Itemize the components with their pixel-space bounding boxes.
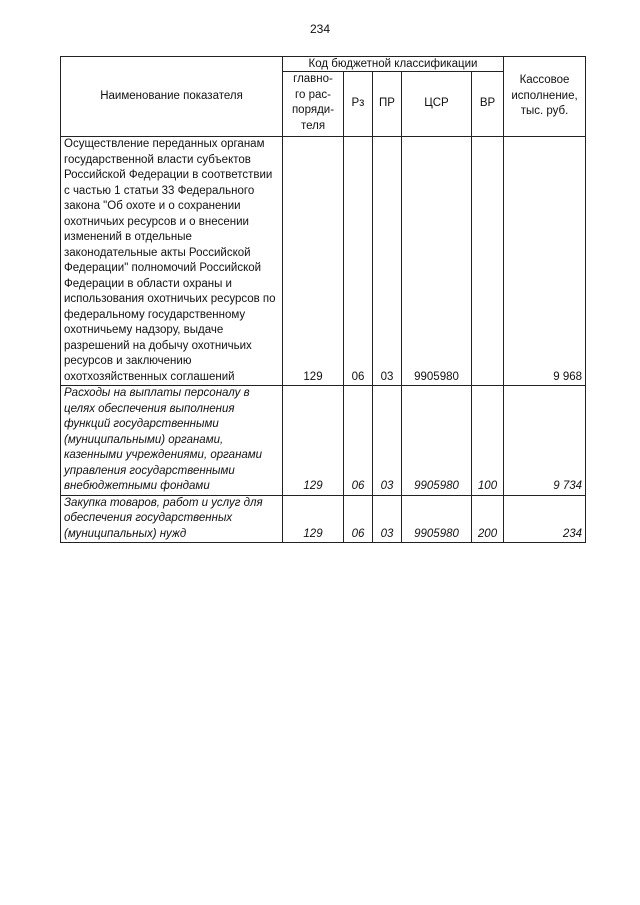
header-csr: ЦСР (402, 72, 472, 137)
header-cash: Кассовое исполнение, тыс. руб. (504, 57, 586, 137)
header-vr: ВР (472, 72, 504, 137)
row-csr: 9905980 (402, 386, 472, 496)
header-row-group (61, 57, 586, 72)
row-grbs: 129 (283, 386, 344, 496)
row-vr: 100 (472, 386, 504, 496)
row-pr: 03 (373, 386, 402, 496)
row-grbs: 129 (283, 137, 344, 386)
table-row (61, 386, 586, 496)
row-name: Расходы на выплаты персоналу в целях обеспечения выполнения функций государственными (муниципальными) органами, казенными учреждениями, органами управления государственными внебюджетными фондами (61, 386, 283, 496)
table-row (61, 495, 586, 543)
header-code-group: Код бюджетной классификации (283, 57, 504, 72)
budget-table (60, 56, 586, 543)
row-rz: 06 (344, 386, 373, 496)
row-csr: 9905980 (402, 137, 472, 386)
row-name: Закупка товаров, работ и услуг для обеспечения государственных (муниципальных) нужд (61, 495, 283, 543)
header-pr: ПР (373, 72, 402, 137)
row-rz: 06 (344, 495, 373, 543)
row-amount: 9 968 (504, 137, 586, 386)
row-amount: 234 (504, 495, 586, 543)
row-pr: 03 (373, 495, 402, 543)
header-name: Наименование показателя (61, 57, 283, 137)
header-rz: Рз (344, 72, 373, 137)
row-vr (472, 137, 504, 386)
row-vr: 200 (472, 495, 504, 543)
row-pr: 03 (373, 137, 402, 386)
row-grbs: 129 (283, 495, 344, 543)
row-name: Осуществление переданных органам государственной власти субъектов Российской Федерации в соответствии с частью 1 статьи 33 Федерального закона "Об охоте и о сохранении охотничьих ресурсов и о внесении изменений в отдельные законодательные акты Российской Федерации" полномочий Российской Федерации в области охраны и использования охотничьих ресурсов по федеральному государственному охотничьему надзору, выдаче разрешений на добычу охотничьих ресурсов и заключению охотхозяйственных соглашений (61, 137, 283, 386)
header-main-manager: главно- го рас- поряди- теля (283, 72, 344, 137)
page-number: 234 (309, 22, 331, 36)
row-amount: 9 734 (504, 386, 586, 496)
table-row (61, 137, 586, 386)
row-csr: 9905980 (402, 495, 472, 543)
row-rz: 06 (344, 137, 373, 386)
